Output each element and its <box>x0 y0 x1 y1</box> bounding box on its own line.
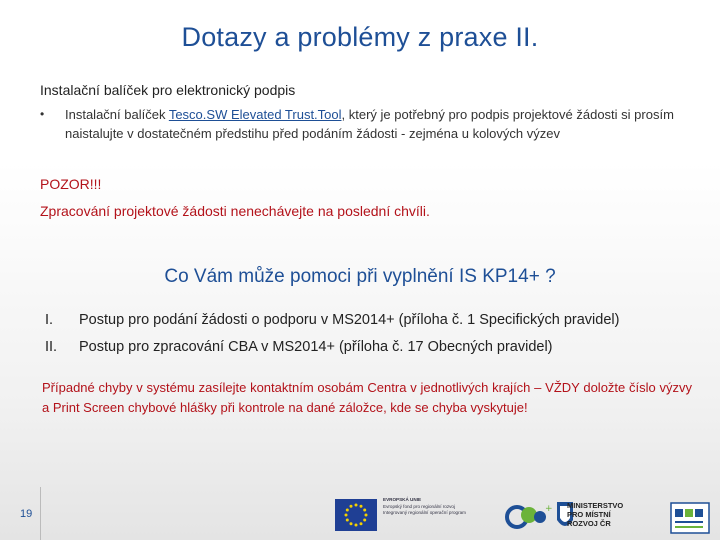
tesco-tool-link[interactable]: Tesco.SW Elevated Trust.Tool <box>168 107 342 122</box>
mmr-text-line: PRO MÍSTNÍ <box>567 510 611 519</box>
eu-logo-text <box>383 497 478 517</box>
warning-text: Zpracování projektové žádosti nenechávejte na poslední chvíli. <box>40 203 430 219</box>
list-item <box>45 312 619 328</box>
slide-title: Dotazy a problémy z praxe II. <box>181 22 539 52</box>
mmr-logo-text <box>567 501 623 528</box>
list-item-number: II. <box>45 339 58 355</box>
mmr-text-line: ROZVOJ ČR <box>567 519 611 528</box>
help-question: Co Vám může pomoci při vyplnění IS KP14+ ? <box>164 266 556 287</box>
crr-logo-icon <box>665 499 715 537</box>
list-item <box>45 339 553 355</box>
eu-flag-icon <box>335 499 377 531</box>
footer-divider <box>40 487 41 540</box>
list-item-number: I. <box>45 312 54 328</box>
bullet-prefix: Instalační balíček <box>65 107 169 122</box>
bullet-text <box>65 105 690 143</box>
warning-heading: POZOR!!! <box>40 176 102 192</box>
bullet-item <box>40 105 690 143</box>
list-item-text: Postup pro podání žádosti o podporu v MS2014+ (příloha č. 1 Specifických pravidel) <box>79 312 620 328</box>
bullet-suffix: , který je potřebný pro podpis projektové žádosti si prosím naistalujte v dostatečném předstihu před podáním žádosti - zejména u kolových výzev <box>65 107 674 141</box>
page-number: 19 <box>20 508 33 520</box>
eu-text-line: Integrovaný regionální operační program <box>383 510 466 515</box>
bullet-dot-icon: • <box>40 107 45 121</box>
mmr-text-line: MINISTERSTVO <box>567 501 624 510</box>
error-report-note: Případné chyby v systému zasílejte kontaktním osobám Centra v jednotlivých krajích – VŽDY doložte číslo výzvy a Print Screen chybové hlášky při kontrole na dané záložce, kde se chyba vyskytuje! <box>42 380 692 415</box>
svg-text:+: + <box>545 504 553 514</box>
list-item-text: Postup pro zpracování CBA v MS2014+ (příloha č. 17 Obecných pravidel) <box>79 339 553 355</box>
eu-text-line: EVROPSKÁ UNIE <box>383 497 422 502</box>
footer-logos <box>335 495 715 539</box>
eu-text-line: Evropský fond pro regionální rozvoj <box>383 503 456 509</box>
subheading: Instalační balíček pro elektronický podpis <box>40 82 296 98</box>
